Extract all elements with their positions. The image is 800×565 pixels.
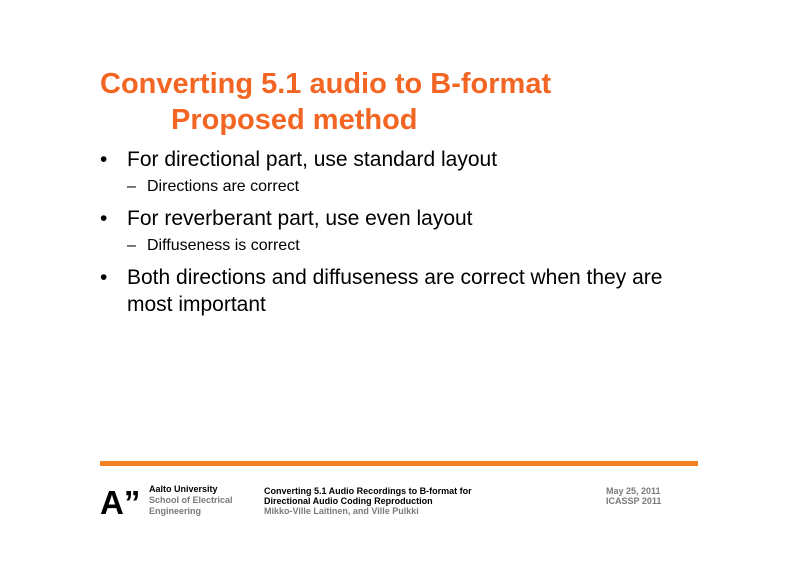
bullet-item — [100, 264, 700, 318]
slide-title-line-2: Proposed method — [171, 104, 418, 136]
bullet-text: Both directions and diffuseness are correct when they are most important — [127, 266, 663, 316]
talk-date: May 25, 2011 — [606, 486, 661, 496]
slide-title-line-1: Converting 5.1 audio to B-format — [100, 68, 552, 100]
sub-bullet-dash: – — [127, 237, 136, 254]
school-line-1: School of Electrical — [149, 495, 233, 505]
talk-venue: ICASSP 2011 — [606, 496, 662, 506]
bullet-item — [100, 146, 700, 173]
slide-title — [100, 66, 551, 138]
sub-bullet-text: Directions are correct — [147, 178, 300, 195]
bullet-dot: • — [100, 207, 108, 230]
university-name: Aalto University — [149, 484, 218, 494]
talk-info — [264, 486, 472, 516]
school-line-2: Engineering — [149, 506, 202, 516]
talk-authors: Mikko-Ville Laitinen, and Ville Pulkki — [264, 506, 419, 516]
aalto-logo-text: A” — [100, 484, 141, 521]
bullet-list — [100, 146, 700, 318]
bullet-text: For directional part, use standard layout — [127, 148, 498, 171]
bullet-dot: • — [100, 148, 108, 171]
bullet-item — [100, 205, 700, 232]
sub-bullet-dash: – — [127, 178, 136, 195]
sub-bullet-item — [100, 177, 700, 197]
sub-bullet-item — [100, 236, 700, 256]
bullet-text: For reverberant part, use even layout — [127, 207, 473, 230]
talk-title-line-1: Converting 5.1 Audio Recordings to B-format for — [264, 486, 472, 496]
date-block — [606, 486, 661, 506]
university-block — [149, 484, 233, 517]
talk-title-line-2: Directional Audio Coding Reproduction — [264, 496, 433, 506]
slide-footer — [0, 484, 800, 524]
aalto-logo-icon — [100, 484, 141, 521]
footer-divider — [100, 461, 698, 466]
sub-bullet-text: Diffuseness is correct — [147, 237, 300, 254]
bullet-dot: • — [100, 266, 108, 289]
